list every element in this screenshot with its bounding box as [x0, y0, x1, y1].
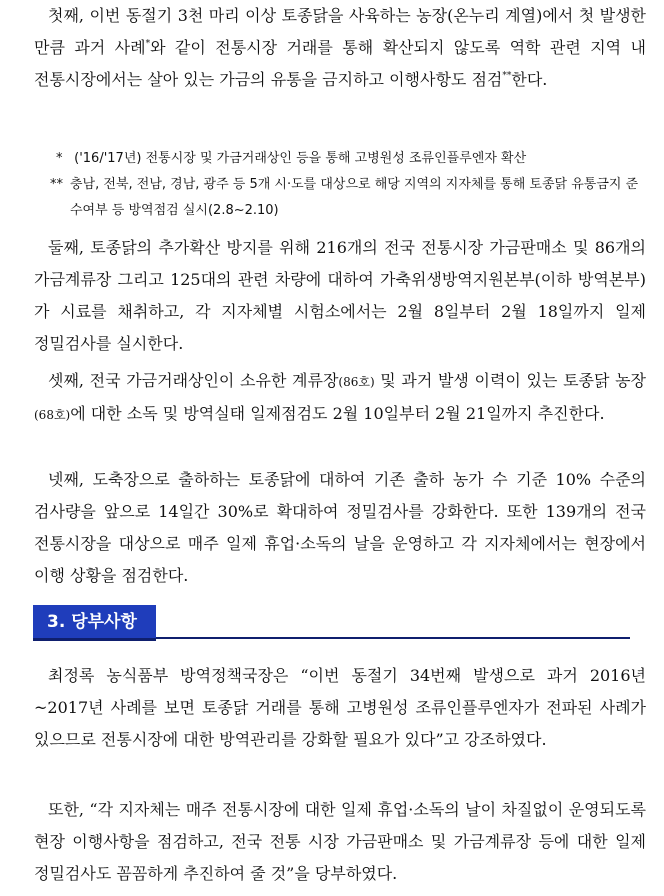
section-title: 3. 당부사항 — [47, 612, 137, 632]
paragraph-third-text: 셋째, 전국 가금거래상인이 소유한 계류장 — [48, 371, 339, 390]
paragraph-first-text-3: 한다. — [511, 70, 548, 89]
footnote-2-mark: ** — [50, 177, 63, 192]
footnote-2 — [50, 172, 646, 224]
paragraph-third-small-1: (86호) — [338, 375, 375, 389]
footnote-mark: ** — [502, 71, 512, 81]
paragraph-third — [34, 365, 646, 431]
footnote-1 — [56, 146, 646, 172]
section-divider — [156, 637, 630, 639]
paragraph-fourth: 넷째, 도축장으로 출하하는 토종닭에 대하여 기존 출하 농가 수 기준 10% 수준의 검사량을 앞으로 14일간 30%로 확대하여 정밀검사를 강화한다. 또한 139개의 전국 전통시장을 대상으로 매주 일제 휴업·소독의 날을 운영하고 각 지자체에서는 현장에서 이행 상황을 점검한다. — [34, 470, 646, 585]
paragraph-first — [34, 0, 646, 96]
paragraph-third-small-2: (68호) — [34, 408, 71, 422]
paragraph-sixth: 또한, “각 지자체는 매주 전통시장에 대한 일제 휴업·소독의 날이 차질없이 운영되도록 현장 이행사항을 점검하고, 전국 전통 시장 가금판매소 및 가금계류장 등에 대한 일제 정밀검사도 꼼꼼하게 추진하여 줄 것”을 당부하였다. — [34, 800, 646, 883]
section-header — [33, 605, 156, 641]
paragraph-third-text-3: 에 대한 소독 및 방역실태 일제점검도 2월 10일부터 2월 21일까지 추진한다. — [70, 404, 605, 423]
footnote-mark: * — [145, 39, 151, 49]
paragraph-second: 둘째, 토종닭의 추가확산 방지를 위해 216개의 전국 전통시장 가금판매소 및 86개의 가금계류장 그리고 125대의 관련 차량에 대하여 가축위생방역지원본부(이하 방역본부)가 시료를 채취하고, 각 지자체별 시험소에서는 2월 8일부터 2월 18일까지 일제 정밀검사를 실시한다. — [34, 238, 646, 353]
paragraph-third-text-2: 및 과거 발생 이력이 있는 토종닭 농장 — [374, 371, 646, 390]
footnote-1-mark: * — [56, 151, 63, 166]
paragraph-first-text-2: 와 같이 전통시장 거래를 통해 확산되지 않도록 역학 관련 지역 내 전통시장에서는 살아 있는 가금의 유통을 금지하고 이행사항도 점검 — [34, 38, 646, 89]
paragraph-first-text: 첫째, 이번 동절기 3천 마리 이상 토종닭을 사육하는 농장(온누리 계열)에서 첫 발생한 만큼 과거 사례 — [34, 6, 646, 57]
paragraph-fifth: 최정록 농식품부 방역정책국장은 “이번 동절기 34번째 발생으로 과거 2016년~2017년 사례를 보면 토종닭 거래를 통해 고병원성 조류인플루엔자가 전파된 사례가 있으므로 전통시장에 대한 방역관리를 강화할 필요가 있다”고 강조하였다. — [34, 666, 646, 749]
footnote-2-text: 충남, 전북, 전남, 경남, 광주 등 5개 시·도를 대상으로 해당 지역의 지자체를 통해 토종닭 유통금지 준수여부 등 방역점검 실시(2.8~2.10) — [70, 177, 639, 218]
footnote-1-text: ('16/'17년) 전통시장 및 가금거래상인 등을 통해 고병원성 조류인플루엔자 확산 — [74, 151, 527, 166]
